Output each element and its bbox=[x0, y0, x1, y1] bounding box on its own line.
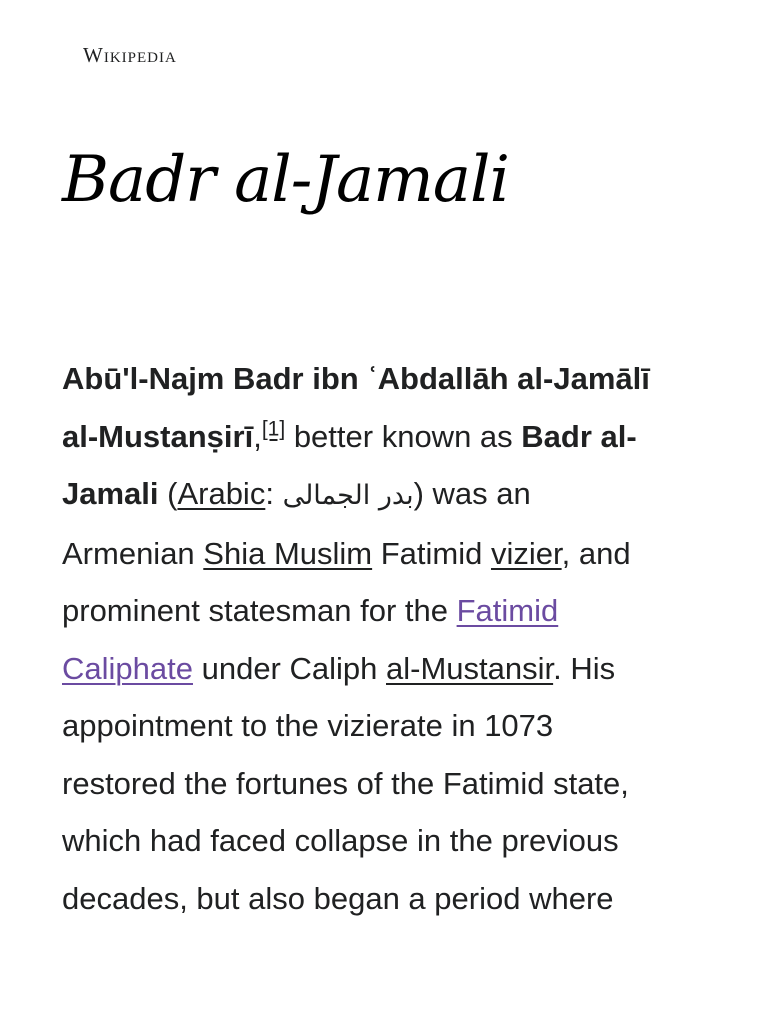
subject-full-name: Abū'l-Najm Badr ibn ʿAbdallāh al-Jamālī bbox=[62, 361, 650, 396]
lead-line-10: decades, but also began a period where bbox=[62, 880, 614, 916]
lead-text: better known as bbox=[285, 418, 522, 454]
common-name-part-1: Badr al- bbox=[521, 418, 637, 454]
arabic-name: بدر الجمالی bbox=[282, 480, 414, 511]
lead-line-8: restored the fortunes of the Fatimid state, bbox=[62, 765, 629, 801]
lead-text: . His bbox=[553, 650, 616, 686]
wikipedia-wordmark[interactable]: Wikipedia bbox=[83, 43, 177, 67]
lead-text: Fatimid bbox=[372, 535, 491, 571]
fatimid-caliphate-link-part-1[interactable]: Fatimid bbox=[456, 593, 559, 628]
al-mustansir-link[interactable]: al-Mustansir bbox=[386, 650, 554, 686]
lead-text: Armenian bbox=[62, 535, 204, 571]
lead-line-2 bbox=[62, 408, 712, 466]
lead-paragraph bbox=[62, 350, 712, 927]
citation-link-1[interactable]: [1] bbox=[261, 417, 286, 441]
subject-nisba: al-Mustanṣirī bbox=[62, 418, 254, 454]
arabic-language-link[interactable]: Arabic bbox=[177, 476, 266, 511]
lead-line-7: appointment to the vizierate in 1073 bbox=[62, 708, 554, 743]
lead-line-4 bbox=[62, 525, 712, 583]
lead-text: under Caliph bbox=[192, 650, 386, 686]
colon: : bbox=[265, 476, 283, 511]
comma: , bbox=[253, 418, 262, 454]
fatimid-caliphate-link-part-2[interactable]: Caliphate bbox=[62, 650, 193, 686]
common-name-part-2: Jamali bbox=[62, 476, 159, 511]
page-title: Badr al-Jamali bbox=[62, 143, 509, 217]
vizier-link[interactable]: vizier bbox=[490, 535, 562, 571]
lead-text: prominent statesman for the bbox=[62, 593, 457, 628]
lead-line-1 bbox=[62, 350, 712, 408]
paren-open: ( bbox=[158, 476, 178, 511]
lead-line-9: which had faced collapse in the previous bbox=[62, 823, 619, 858]
lead-text: ) was an bbox=[413, 476, 531, 511]
lead-line-3 bbox=[62, 465, 712, 525]
lead-line-6 bbox=[62, 640, 712, 698]
lead-line-5 bbox=[62, 582, 712, 640]
lead-text: , and bbox=[561, 535, 631, 571]
shia-muslim-link[interactable]: Shia Muslim bbox=[203, 535, 373, 571]
